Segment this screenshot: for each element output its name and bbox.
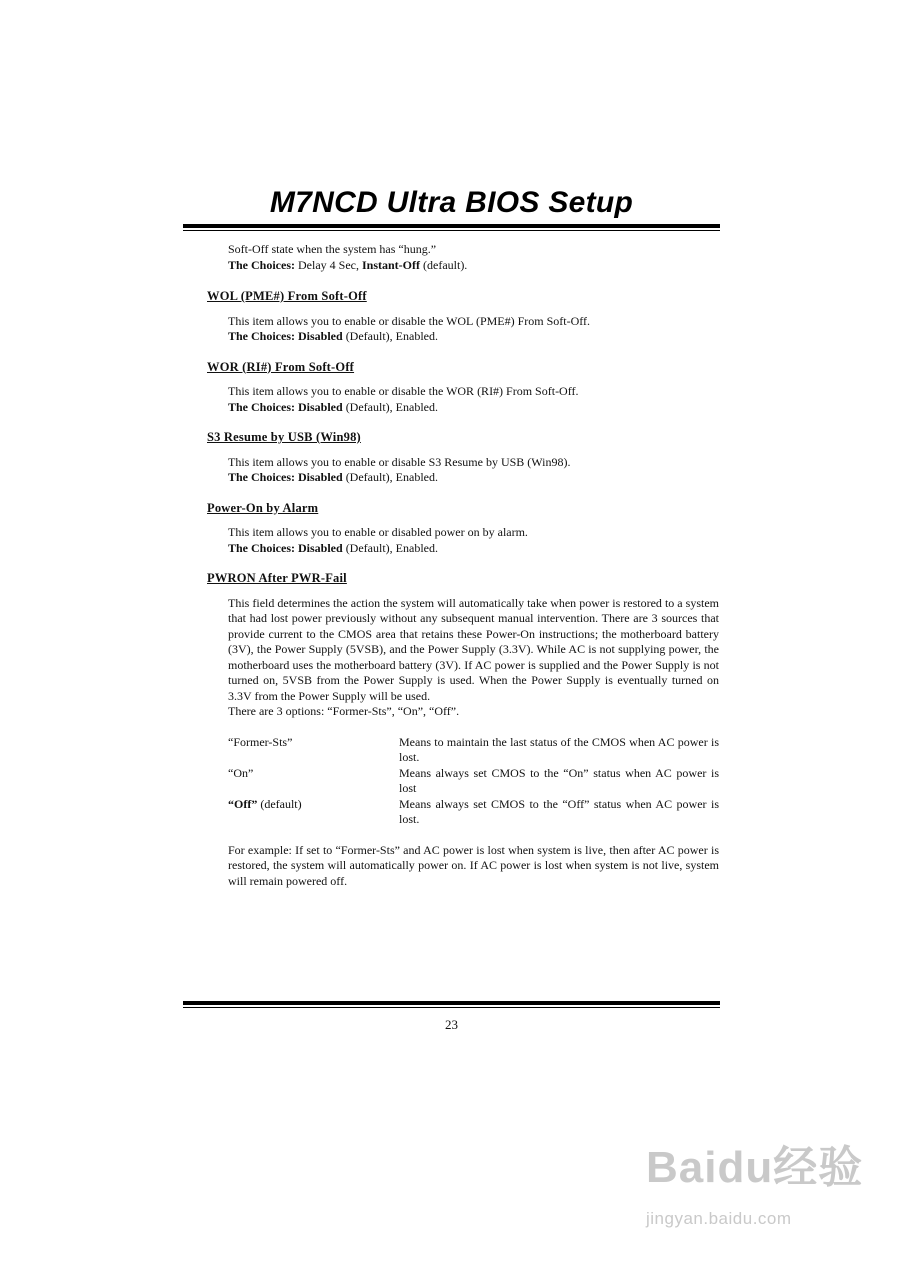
page-header [183, 184, 720, 231]
option-description: Means always set CMOS to the “On” status when AC power is lost [399, 765, 719, 795]
section-choices [228, 470, 719, 486]
choices-bold: Instant-Off [361, 257, 420, 272]
page-footer [183, 1001, 720, 1033]
header-rule-thick [183, 224, 720, 228]
option-description: Means to maintain the last status of the CMOS when AC power is lost. [399, 734, 719, 764]
section-description: This item allows you to enable or disable the WOL (PME#) From Soft-Off. [228, 313, 591, 328]
choices-label: The Choices: [228, 329, 295, 343]
section-s3-resume [207, 430, 719, 486]
section-power-on-alarm [207, 501, 719, 557]
section-description: This item allows you to enable or disable S3 Resume by USB (Win98). [228, 454, 571, 469]
choices-tail: (default). [420, 257, 468, 272]
pwron-options-table [228, 735, 719, 828]
page-number: 23 [445, 1017, 458, 1032]
choices-rest: (Default), Enabled. [342, 540, 438, 555]
choices-rest: (Default), Enabled. [342, 470, 438, 484]
section-choices [228, 400, 719, 416]
choices-default: Disabled [295, 329, 343, 343]
header-rule-thin [183, 230, 720, 231]
option-name-suffix: (default) [257, 796, 302, 811]
choices-plain: Delay 4 Sec, [295, 257, 362, 272]
pwron-options-intro: There are 3 options: “Former-Sts”, “On”, “Off”. [228, 704, 460, 718]
section-choices [228, 541, 719, 557]
page-title: M7NCD Ultra BIOS Setup [269, 186, 634, 219]
watermark-url: jingyan.baidu.com [646, 1209, 792, 1228]
section-wol [207, 289, 719, 345]
option-name-text: “Former-Sts” [228, 734, 293, 749]
choices-default: Disabled [295, 399, 343, 414]
choices-default: Disabled [295, 470, 343, 484]
section-heading: WOR (RI#) From Soft-Off [207, 359, 355, 374]
section-description: This item allows you to enable or disabled power on by alarm. [228, 525, 528, 539]
option-name [228, 797, 399, 828]
footer-rule-thin [183, 1007, 720, 1008]
choices-label: The Choices: [228, 257, 295, 272]
footer-rule-thick [183, 1001, 720, 1005]
option-name-text: “Off” [228, 796, 258, 811]
intro-choices [228, 258, 719, 274]
option-description: Means always set CMOS to the “Off” status when AC power is lost. [399, 796, 719, 826]
section-description: This item allows you to enable or disable the WOR (RI#) From Soft-Off. [228, 384, 579, 398]
baidu-watermark [646, 1143, 866, 1263]
choices-label: The Choices: [228, 470, 295, 484]
choices-label: The Choices: [228, 540, 295, 555]
section-heading: WOL (PME#) From Soft-Off [207, 289, 367, 303]
choices-rest: (Default), Enabled. [342, 399, 438, 414]
section-choices [228, 329, 719, 345]
section-heading: PWRON After PWR-Fail [207, 571, 347, 585]
watermark-logo: Baidu经验 [646, 1143, 864, 1192]
page-content [207, 242, 719, 889]
section-pwron-after-pwr-fail [207, 571, 719, 889]
pwron-example: For example: If set to “Former-Sts” and AC power is lost when system is live, then after AC power is restored, the system will automatically power on. If AC power is lost when system is not live, system will remain powered off. [228, 842, 719, 888]
intro-block [207, 242, 719, 273]
pwron-body: This field determines the action the system will automatically take when power is restored to a system that had lost power previously without any subsequent manual intervention. There are 3 sources that provide current to the CMOS area that retains these Power-On instructions; the motherboard battery (3V), the Power Supply (5VSB), and the Power Supply (3.3V). While AC is not supplying power, the motherboard uses the motherboard battery (3V). If AC power is supplied and the Power Supply is not turned on, 5VSB from the Power Supply is used. When the Power Supply is eventually turned on 3.3V from the Power Supply will be used. [228, 595, 719, 703]
choices-label: The Choices: [228, 399, 295, 414]
option-name-text: “On” [228, 765, 254, 780]
intro-line: Soft-Off state when the system has “hung.” [228, 242, 437, 256]
section-heading: Power-On by Alarm [207, 500, 319, 515]
option-name [228, 735, 399, 766]
section-heading: S3 Resume by USB (Win98) [207, 430, 361, 444]
choices-default: Disabled [295, 540, 343, 555]
option-name [228, 766, 399, 797]
section-wor [207, 360, 719, 416]
choices-rest: (Default), Enabled. [342, 329, 438, 343]
